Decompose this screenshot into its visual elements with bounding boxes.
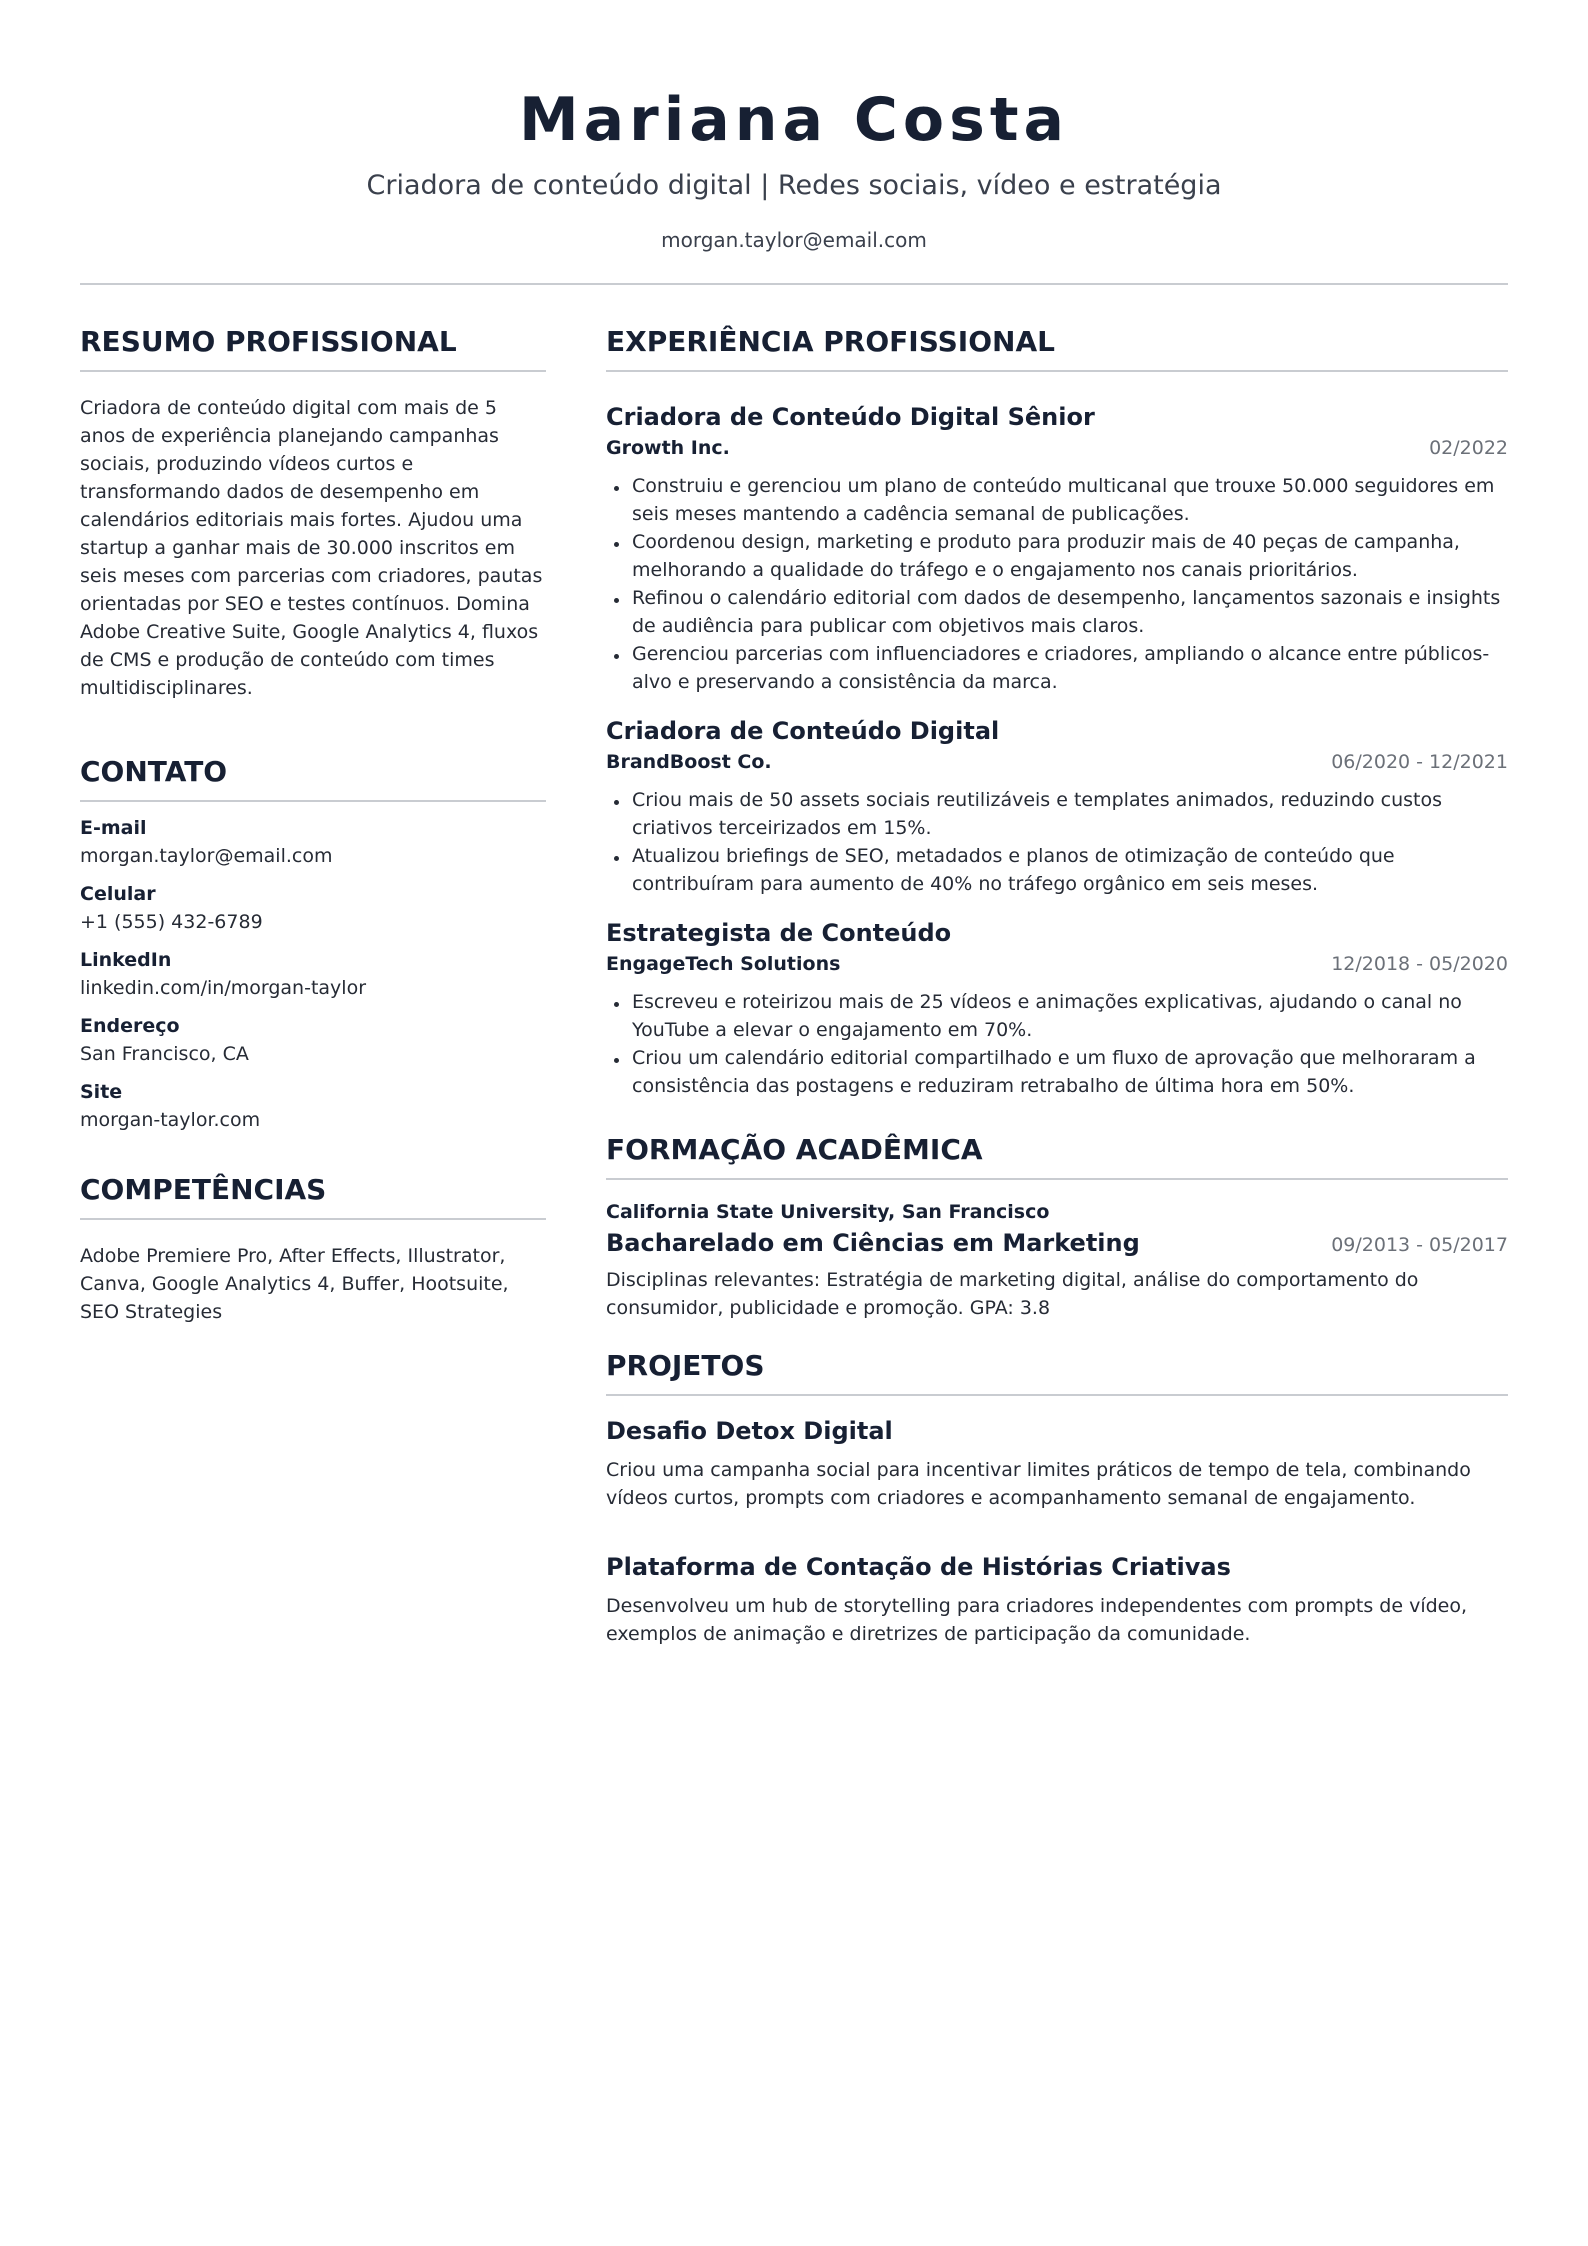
project-description: Desenvolveu um hub de storytelling para criadores independentes com prompts de vídeo, exemplos de animação e diretrizes de participação da comunidade. <box>606 1595 1468 1645</box>
education-section <box>606 1130 1508 1322</box>
summary-text: Criadora de conteúdo digital com mais de 5 anos de experiência planejando campanhas sociais, produzindo vídeos curtos e transformando dados de desempenho em calendários editoriais mais fortes. Ajudou uma startup a ganhar mais de 30.000 inscritos em seis meses com parcerias com criadores, pautas orientadas por SEO e testes contínuos. Domina Adobe Creative Suite, Google Analytics 4, fluxos de CMS e produção de conteúdo com times multidisciplinares. <box>80 397 543 699</box>
job-title: Estrategista de Conteúdo <box>606 919 952 947</box>
education-date: 09/2013 - 05/2017 <box>1331 1234 1508 1256</box>
job-bullet: Atualizou briefings de SEO, metadados e planos de otimização de conteúdo que contribuíram para aumento de 40% no tráfego orgânico em seis meses. <box>606 842 1508 898</box>
job-bullet: Coordenou design, marketing e produto para produzir mais de 40 peças de campanha, melhorando a qualidade do tráfego e o engajamento nos canais prioritários. <box>606 528 1508 584</box>
job-bullet: Refinou o calendário editorial com dados de desempenho, lançamentos sazonais e insights de audiência para publicar com objetivos mais claros. <box>606 584 1508 640</box>
skills-text: Adobe Premiere Pro, After Effects, Illustrator, Canva, Google Analytics 4, Buffer, Hootsuite, SEO Strategies <box>80 1245 509 1323</box>
left-column <box>80 322 546 1326</box>
education-school: California State University, San Francisco <box>606 1201 1050 1223</box>
contact-list <box>80 814 546 1134</box>
contact-value: morgan-taylor.com <box>80 1109 261 1131</box>
job-company: BrandBoost Co. <box>606 751 772 773</box>
project-title: Desafio Detox Digital <box>606 1417 893 1445</box>
project-entry <box>606 1550 1508 1648</box>
job-company: Growth Inc. <box>606 437 730 459</box>
contact-label: E-mail <box>80 817 147 839</box>
job-entry <box>606 400 1508 696</box>
job-bullets <box>606 988 1508 1100</box>
header-email: morgan.taylor@email.com <box>661 228 927 252</box>
experience-title: EXPERIÊNCIA PROFISSIONAL <box>606 322 1508 372</box>
job-bullet: Gerenciou parcerias com influenciadores e criadores, ampliando o alcance entre públicos-alvo e preservando a consistência da marca. <box>606 640 1508 696</box>
right-column <box>606 322 1508 1648</box>
contact-phone <box>80 880 546 936</box>
project-title: Plataforma de Contação de Histórias Criativas <box>606 1553 1231 1581</box>
contact-title: CONTATO <box>80 752 546 802</box>
project-description: Criou uma campanha social para incentivar limites práticos de tempo de tela, combinando vídeos curtos, prompts com criadores e acompanhamento semanal de engajamento. <box>606 1459 1471 1509</box>
job-date: 06/2020 - 12/2021 <box>1331 751 1508 773</box>
education-title: FORMAÇÃO ACADÊMICA <box>606 1130 1508 1180</box>
job-date: 02/2022 <box>1429 437 1508 459</box>
job-company: EngageTech Solutions <box>606 953 841 975</box>
contact-value: +1 (555) 432-6789 <box>80 911 263 933</box>
job-title: Criadora de Conteúdo Digital <box>606 717 1000 745</box>
job-entry <box>606 916 1508 1100</box>
project-entry <box>606 1414 1508 1512</box>
contact-value: San Francisco, CA <box>80 1043 249 1065</box>
contact-value: linkedin.com/in/morgan-taylor <box>80 977 367 999</box>
job-bullets <box>606 472 1508 696</box>
contact-label: Celular <box>80 883 156 905</box>
skills-title: COMPETÊNCIAS <box>80 1170 546 1220</box>
contact-email <box>80 814 546 870</box>
education-degree: Bacharelado em Ciências em Marketing <box>606 1229 1140 1257</box>
candidate-name: Mariana Costa <box>518 85 1070 155</box>
header-divider <box>80 283 1508 285</box>
contact-site <box>80 1078 546 1134</box>
summary-title: RESUMO PROFISSIONAL <box>80 322 546 372</box>
job-title: Criadora de Conteúdo Digital Sênior <box>606 403 1095 431</box>
job-bullet: Criou mais de 50 assets sociais reutilizáveis e templates animados, reduzindo custos criativos terceirizados em 15%. <box>606 786 1508 842</box>
summary-section <box>80 322 546 702</box>
candidate-headline: Criadora de conteúdo digital | Redes sociais, vídeo e estratégia <box>366 170 1222 201</box>
contact-label: Endereço <box>80 1015 180 1037</box>
contact-label: Site <box>80 1081 123 1103</box>
job-entry <box>606 714 1508 898</box>
education-description: Disciplinas relevantes: Estratégia de marketing digital, análise do comportamento do consumidor, publicidade e promoção. GPA: 3.8 <box>606 1269 1419 1319</box>
job-date: 12/2018 - 05/2020 <box>1331 953 1508 975</box>
contact-value: morgan.taylor@email.com <box>80 845 333 867</box>
job-bullet: Escreveu e roteirizou mais de 25 vídeos e animações explicativas, ajudando o canal no YouTube a elevar o engajamento em 70%. <box>606 988 1508 1044</box>
job-bullet: Construiu e gerenciou um plano de conteúdo multicanal que trouxe 50.000 seguidores em seis meses mantendo a cadência semanal de publicações. <box>606 472 1508 528</box>
contact-linkedin <box>80 946 546 1002</box>
projects-section <box>606 1346 1508 1648</box>
contact-address <box>80 1012 546 1068</box>
skills-section <box>80 1170 546 1326</box>
contact-label: LinkedIn <box>80 949 172 971</box>
contact-section <box>80 752 546 1134</box>
experience-section <box>606 322 1508 1100</box>
job-bullet: Criou um calendário editorial compartilhado e um fluxo de aprovação que melhoraram a consistência das postagens e reduziram retrabalho de última hora em 50%. <box>606 1044 1508 1100</box>
job-bullets <box>606 786 1508 898</box>
projects-title: PROJETOS <box>606 1346 1508 1396</box>
